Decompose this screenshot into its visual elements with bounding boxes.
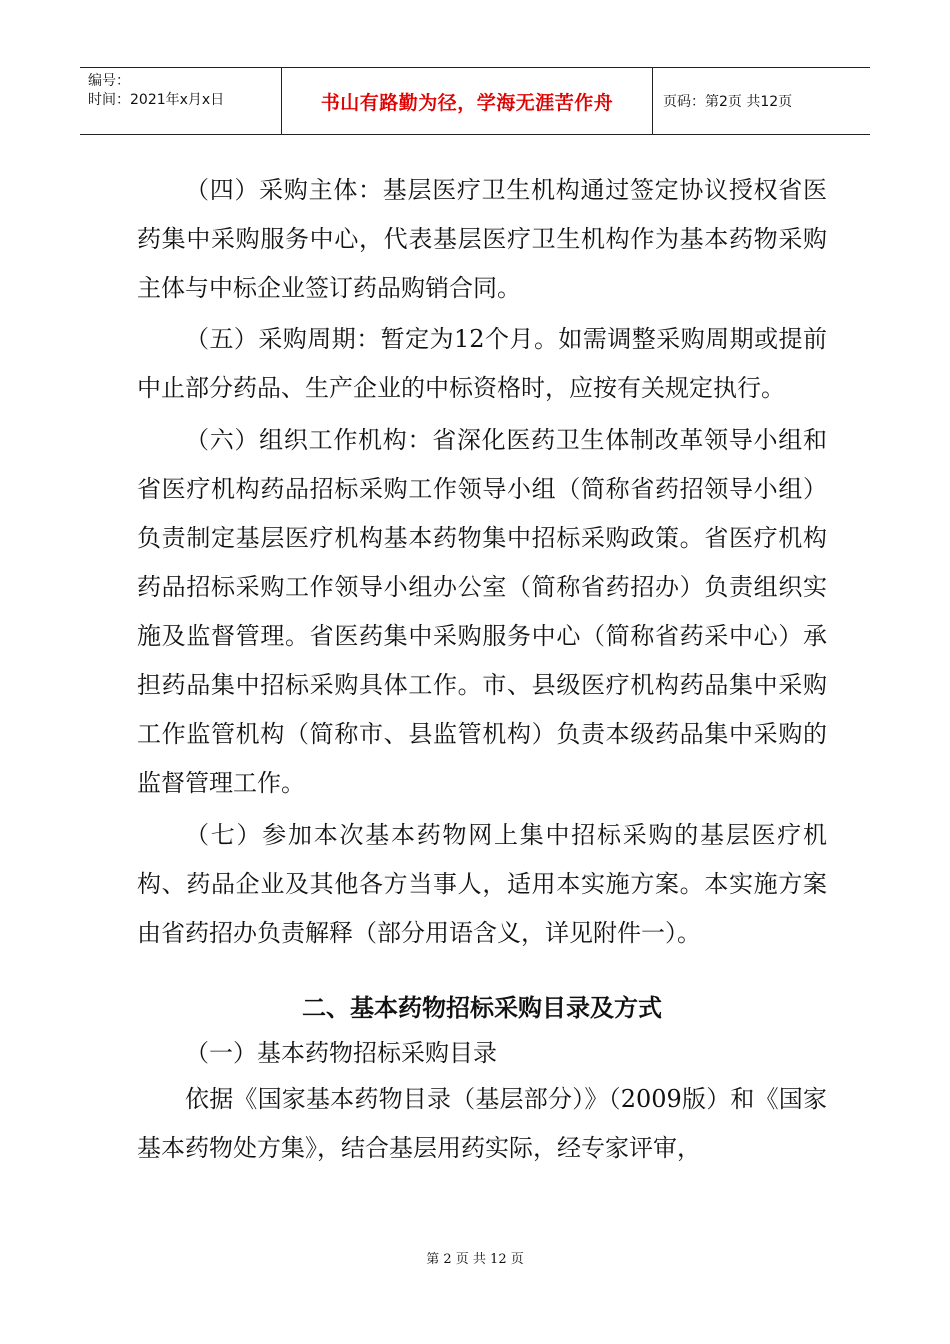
paragraph-purchasing-entity: （四）采购主体：基层医疗卫生机构通过签定协议授权省医药集中采购服务中心，代表基层医疗卫生机构作为基本药物采购主体与中标企业签订药品购销合同。: [137, 176, 827, 302]
page-header: [80, 67, 870, 135]
subsection-title: （一）基本药物招标采购目录: [185, 1039, 497, 1067]
document-time-label: 时间：2021年x月x日: [88, 92, 225, 108]
paragraph-catalog-basis: 依据《国家基本药物目录（基层部分）》（2009版）和《国家基本药物处方集》，结合基层用药实际，经专家评审，: [137, 1085, 827, 1162]
document-body: [137, 166, 827, 1173]
header-motto: 书山有路勤为径，学海无涯苦作舟: [282, 68, 653, 134]
document-number-label: 编号：: [88, 73, 130, 89]
header-page-info: 页码：第2页 共12页: [663, 94, 793, 110]
section-heading: 二、基本药物招标采购目录及方式: [302, 994, 662, 1022]
paragraph-scope: （七）参加本次基本药物网上集中招标采购的基层医疗机构、药品企业及其他各方当事人，适用本实施方案。本实施方案由省药招办负责解释（部分用语含义，详见附件一）。: [137, 821, 827, 947]
paragraph-purchasing-period: （五）采购周期：暂定为12个月。如需调整采购周期或提前中止部分药品、生产企业的中标资格时，应按有关规定执行。: [137, 325, 827, 402]
page-footer: 第 2 页 共 12 页: [426, 1252, 524, 1267]
header-meta: [80, 68, 282, 134]
paragraph-organization: （六）组织工作机构：省深化医药卫生体制改革领导小组和省医疗机构药品招标采购工作领导小组（简称省药招领导小组）负责制定基层医疗机构基本药物集中招标采购政策。省医疗机构药品招标采购工作领导小组办公室（简称省药招办）负责组织实施及监督管理。省医药集中采购服务中心（简称省药采中心）承担药品集中招标采购具体工作。市、县级医疗机构药品集中采购工作监管机构（简称市、县监管机构）负责本级药品集中采购的监督管理工作。: [137, 426, 827, 797]
